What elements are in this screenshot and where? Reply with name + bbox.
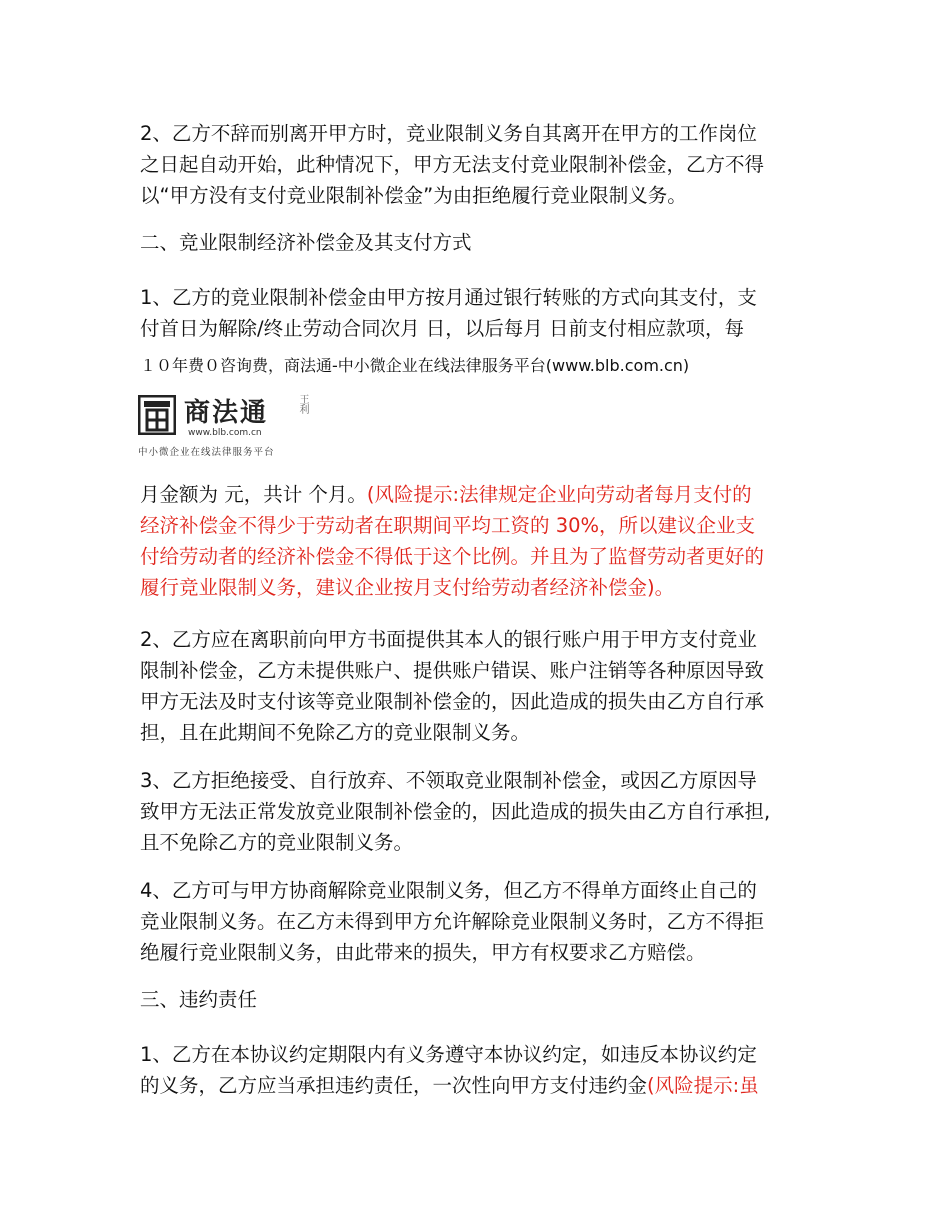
- logo-tagline: 中小微企业在线法律服务平台: [138, 447, 275, 458]
- text-line: 之日起自动开始，此种情况下，甲方无法支付竞业限制补偿金，乙方不得: [140, 153, 765, 176]
- logo-mark-icon: [138, 395, 176, 435]
- paragraph-payment-method: [140, 282, 820, 344]
- text-line: 限制补偿金，乙方未提供账户、提供账户错误、账户注销等各种原因导致: [140, 659, 765, 682]
- text-line: 且不免除乙方的竞业限制义务。: [140, 831, 414, 854]
- paragraph-refusal: [140, 765, 820, 858]
- text-line: 4、乙方可与甲方协商解除竞业限制义务，但乙方不得单方面终止自己的: [140, 879, 757, 902]
- text-line: 2、乙方不辞而别离开甲方时，竞业限制义务自其离开在甲方的工作岗位: [140, 122, 757, 145]
- text-line: 1、乙方的竞业限制补偿金由甲方按月通过银行转账的方式向其支付，支: [140, 286, 757, 309]
- page-footer-ad: １０年费０咨询费，商法通-中小微企业在线法律服务平台(www.blb.com.cn): [140, 356, 690, 375]
- paragraph-negotiation: [140, 875, 820, 968]
- paragraph-resignation-clause: [140, 118, 820, 211]
- paragraph-breach: [140, 1039, 820, 1101]
- text-line: 致甲方无法正常发放竞业限制补偿金的，因此造成的损失由乙方自行承担,: [140, 800, 771, 823]
- text-line: 付首日为解除/终止劳动合同次月 日，以后每月 日前支付相应款项，每: [140, 317, 744, 340]
- text-line: 2、乙方应在离职前向甲方书面提供其本人的银行账户用于甲方支付竞业: [140, 628, 757, 651]
- logo-seal: 王利: [297, 394, 308, 414]
- company-logo: [138, 392, 318, 462]
- text-line: 3、乙方拒绝接受、自行放弃、不领取竞业限制补偿金，或因乙方原因导: [140, 769, 757, 792]
- paragraph-monthly-amount: [140, 479, 820, 603]
- text-line: 的义务，乙方应当承担违约责任，一次性向甲方支付违约金(风险提示:虽: [140, 1074, 759, 1097]
- logo-url: www.blb.com.cn: [188, 428, 262, 438]
- logo-title: 商法通: [184, 398, 269, 428]
- text-line: 竞业限制义务。在乙方未得到甲方允许解除竞业限制义务时，乙方不得拒: [140, 910, 765, 933]
- section-heading-liability: 三、违约责任: [140, 988, 258, 1011]
- risk-notice-line: 付给劳动者的经济补偿金不得低于这个比例。并且为了监督劳动者更好的: [140, 545, 765, 568]
- text-line: 担，且在此期间不免除乙方的竞业限制义务。: [140, 721, 531, 744]
- text-line: 月金额为 元，共计 个月。(风险提示:法律规定企业向劳动者每月支付的: [140, 483, 752, 506]
- text-line: 1、乙方在本协议约定期限内有义务遵守本协议约定，如违反本协议约定: [140, 1043, 757, 1066]
- paragraph-bank-account: [140, 624, 820, 748]
- risk-notice-line: 履行竞业限制义务，建议企业按月支付给劳动者经济补偿金)。: [140, 576, 675, 599]
- risk-notice: (风险提示:虽: [647, 1074, 759, 1097]
- text-line: 绝履行竞业限制义务，由此带来的损失，甲方有权要求乙方赔偿。: [140, 941, 706, 964]
- text-line: 以“甲方没有支付竞业限制补偿金”为由拒绝履行竞业限制义务。: [140, 184, 687, 207]
- section-heading-compensation: 二、竞业限制经济补偿金及其支付方式: [140, 231, 472, 254]
- risk-notice: (风险提示:法律规定企业向劳动者每月支付的: [366, 483, 752, 506]
- text-line: 甲方无法及时支付该等竞业限制补偿金的，因此造成的损失由乙方自行承: [140, 690, 765, 713]
- risk-notice-line: 经济补偿金不得少于劳动者在职期间平均工资的 30%，所以建议企业支: [140, 514, 756, 537]
